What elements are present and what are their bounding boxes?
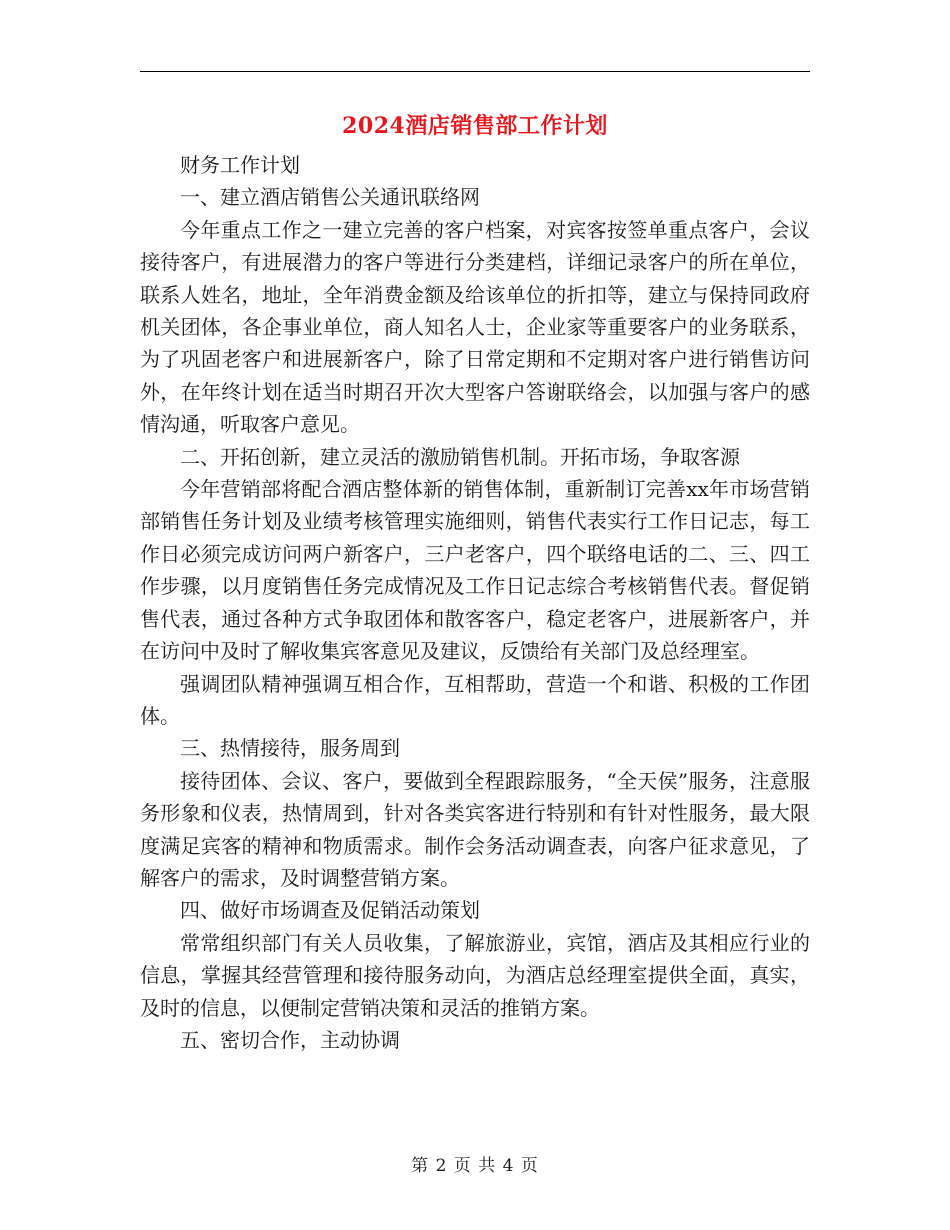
document-title: 2024酒店销售部工作计划 [342,113,608,139]
header-rule [140,71,810,72]
section-heading-5: 五、密切合作，主动协调 [180,1027,400,1052]
page-number: 第 2 页 共 4 页 [411,1156,539,1176]
paragraph-body: 常常组织部门有关人员收集，了解旅游业，宾馆，酒店及其相应行业的信息，掌握其经营管理和接待服务动向，为酒店总经理室提供全面，真实，及时的信息，以便制定营销决策和灵活的推销方案。 [140,930,810,1020]
section-heading-3: 三、热情接待，服务周到 [180,736,400,761]
paragraph-heading-plan: 财务工作计划 [180,153,300,177]
section-heading-4: 四、做好市场调查及促销活动策划 [180,898,480,923]
paragraph-body: 今年营销部将配合酒店整体新的销售体制，重新制订完善xx年市场营销部销售任务计划及业绩考核管理实施细则，销售代表实行工作日记志，每工作日必须完成访问两户新客户，三户老客户，四个联络电话的二、三、四工作步骤，以月度销售任务完成情况及工作日记志综合考核销售代表。督促销售代表，通过各种方式争取团体和散客客户，稳定老客户，进展新客户，并在访问中及时了解收集宾客意见及建议，反馈给有关部门及总经理室。 [140,477,810,664]
section-heading-2: 二、开拓创新，建立灵活的激励销售机制。开拓市场，争取客源 [180,444,740,469]
section-heading-1: 一、建立酒店销售公关通讯联络网 [180,185,480,210]
paragraph-body: 今年重点工作之一建立完善的客户档案，对宾客按签单重点客户，会议接待客户，有进展潜力的客户等进行分类建档，详细记录客户的所在单位，联系人姓名，地址，全年消费金额及给该单位的折扣等，建立与保持同政府机关团体，各企事业单位，商人知名人士，企业家等重要客户的业务联系，为了巩固老客户和进展新客户，除了日常定期和不定期对客户进行销售访问外，在年终计划在适当时期召开次大型客户答谢联络会，以加强与客户的感情沟通，听取客户意见。 [140,217,810,437]
paragraph-body: 强调团队精神强调互相合作，互相帮助，营造一个和谐、积极的工作团体。 [140,671,810,728]
paragraph-body: 接待团体、会议、客户，要做到全程跟踪服务，“全天侯”服务，注意服务形象和仪表，热情周到，针对各类宾客进行特别和有针对性服务，最大限度满足宾客的精神和物质需求。制作会务活动调查表，向客户征求意见，了解客户的需求，及时调整营销方案。 [140,768,810,890]
document-body [140,149,810,1056]
